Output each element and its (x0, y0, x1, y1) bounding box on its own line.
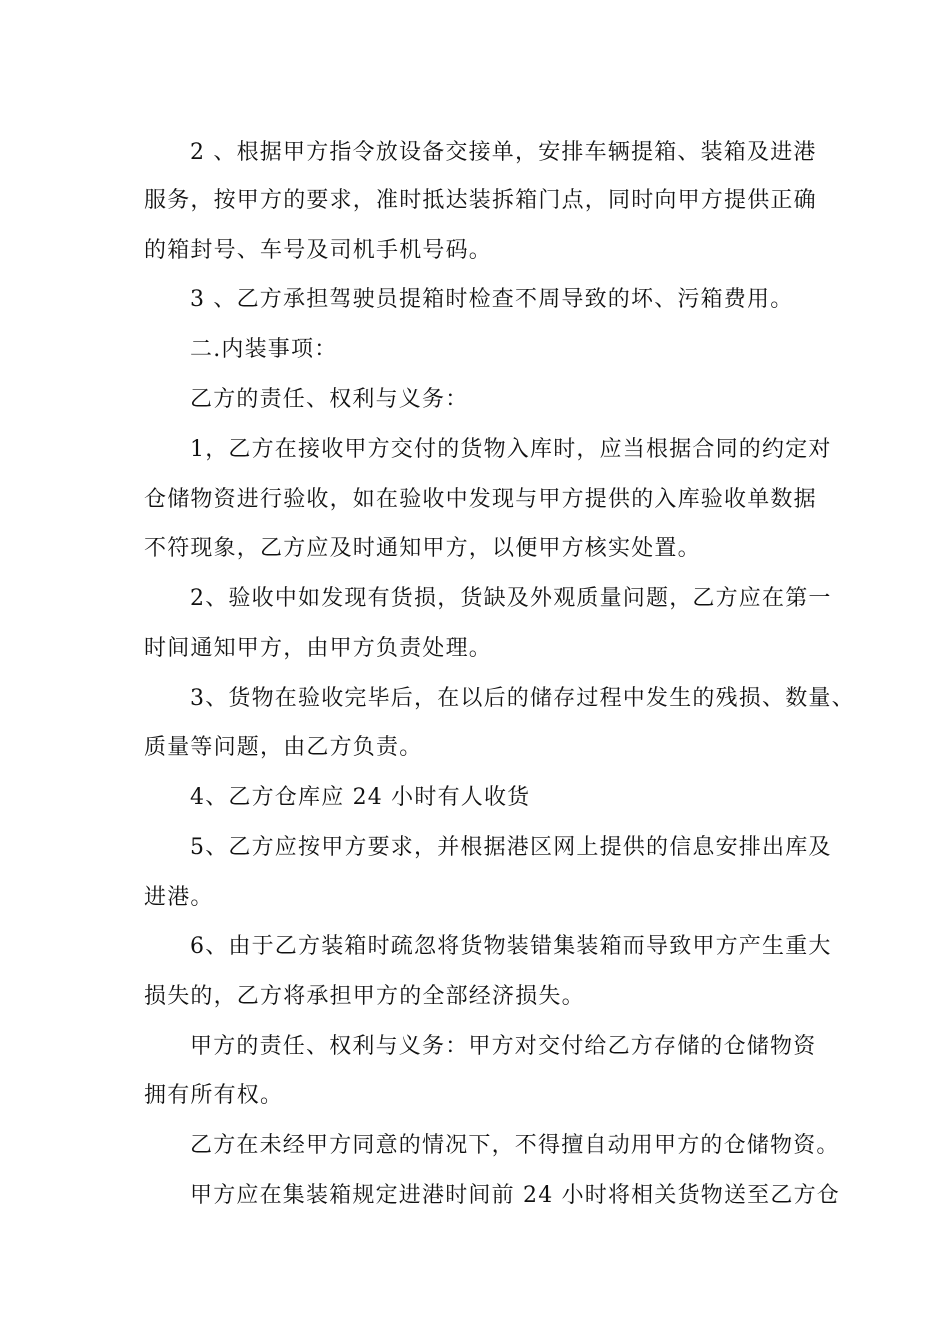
text-line: 的箱封号、车号及司机手机号码。 (144, 238, 493, 263)
text-line: 质量等问题，由乙方负责。 (144, 735, 423, 760)
section-heading: 二.内装事项： (190, 337, 338, 362)
text-line: 5、乙方应按甲方要求，并根据港区网上提供的信息安排出库及 (190, 835, 832, 860)
text-line: 4、乙方仓库应 24 小时有人收货 (190, 785, 531, 810)
text-line: 6、由于乙方装箱时疏忽将货物装错集装箱而导致甲方产生重大 (190, 934, 832, 959)
text-line: 拥有所有权。 (144, 1083, 284, 1108)
text-line: 3 、乙方承担驾驶员提箱时检查不周导致的坏、污箱费用。 (190, 287, 794, 312)
text-line: 损失的，乙方将承担甲方的全部经济损失。 (144, 984, 585, 1009)
text-line: 甲方的责任、权利与义务：甲方对交付给乙方存储的仓储物资 (190, 1034, 817, 1059)
text-line: 进港。 (144, 885, 214, 910)
text-line: 不符现象，乙方应及时通知甲方，以便甲方核实处置。 (144, 536, 701, 561)
text-line: 1，乙方在接收甲方交付的货物入库时，应当根据合同的约定对 (190, 437, 832, 462)
subsection-heading: 乙方的责任、权利与义务： (190, 387, 469, 412)
text-line: 2 、根据甲方指令放设备交接单，安排车辆提箱、装箱及进港 (190, 140, 817, 165)
text-line: 3、货物在验收完毕后，在以后的储存过程中发生的残损、数量、 (190, 686, 855, 711)
text-line: 乙方在未经甲方同意的情况下，不得擅自动用甲方的仓储物资。 (190, 1133, 840, 1158)
text-line: 服务，按甲方的要求，准时抵达装拆箱门点，同时向甲方提供正确 (144, 188, 817, 213)
text-line: 甲方应在集装箱规定进港时间前 24 小时将相关货物送至乙方仓 (190, 1183, 840, 1208)
text-line: 时间通知甲方，由甲方负责处理。 (144, 636, 493, 661)
text-line: 2、验收中如发现有货损，货缺及外观质量问题，乙方应在第一 (190, 586, 832, 611)
text-line: 仓储物资进行验收，如在验收中发现与甲方提供的入库验收单数据 (144, 487, 817, 512)
